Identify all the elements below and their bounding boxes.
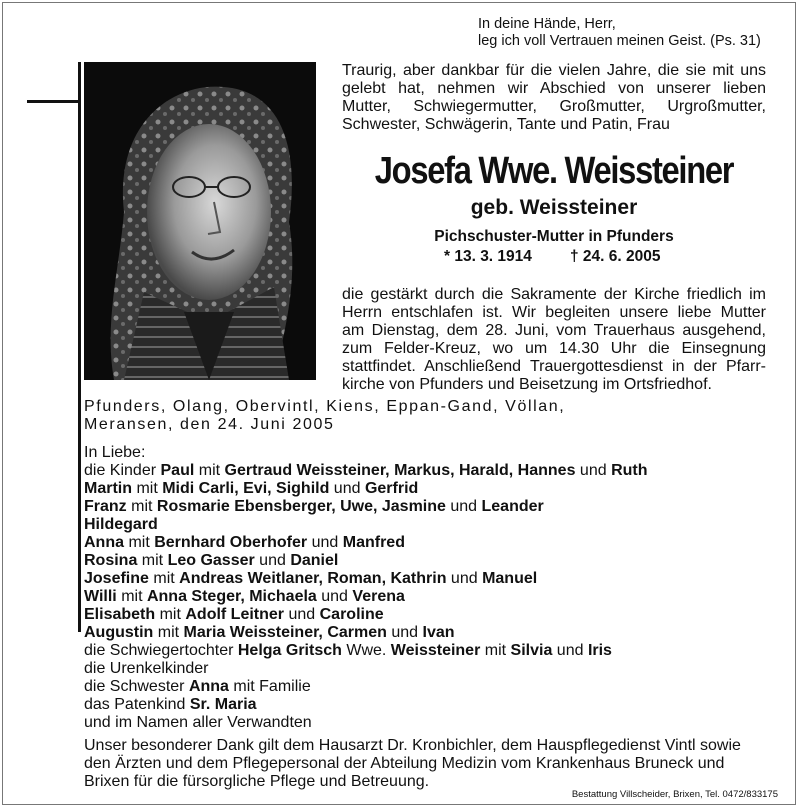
intro-text <box>342 62 766 134</box>
birth-name: geb. Weissteiner <box>470 196 638 219</box>
mourner-text: und <box>445 498 482 515</box>
thanks-line: Brixen für die fürsorgliche Pflege und Betreuung. <box>84 773 430 790</box>
mourner-name: Ruth <box>611 462 648 479</box>
mourner-text: die Kinder <box>84 462 161 479</box>
place-title: Pichschuster-Mutter in Pfunders <box>434 228 674 245</box>
mourner-text: mit <box>116 588 147 605</box>
mourner-name: Leander <box>481 498 544 515</box>
mourners-intro: In Liebe: <box>84 444 146 461</box>
mourner-text: und <box>307 534 343 551</box>
mourner-name: Bernhard Oberhofer <box>154 534 308 551</box>
mourner-text: mit Familie <box>228 678 311 695</box>
mourner-text: und <box>575 462 612 479</box>
places-line: Pfunders, Olang, Obervintl, Kiens, Eppan-Gand, Völlan, <box>84 398 566 415</box>
mourner-text: mit <box>137 552 168 569</box>
mourner-name: Sr. Maria <box>189 696 257 713</box>
mourner-name: Martin <box>84 480 132 497</box>
mourner-name: Gertraud Weissteiner, Markus, Harald, Hannes <box>224 462 576 479</box>
mourner-text: mit <box>480 642 511 659</box>
mourner-name: Hildegard <box>84 516 158 533</box>
mourner-line <box>84 678 774 696</box>
mourner-name: Helga Gritsch <box>237 642 342 659</box>
mourner-name: Weissteiner <box>390 642 481 659</box>
psalm-line: leg ich voll Vertrauen meinen Geist. (Ps. 31) <box>478 33 761 49</box>
mourner-name: Verena <box>352 588 405 605</box>
mourner-text: und <box>386 624 423 641</box>
mourner-text: und <box>446 570 483 587</box>
mourner-name: Anna Steger, Michaela <box>146 588 317 605</box>
funeral-home: Bestattung Villscheider, Brixen, Tel. 0472/833175 <box>571 789 778 800</box>
mourner-name: Josefine <box>84 570 149 587</box>
mourner-text: und <box>552 642 588 659</box>
mourner-text: mit <box>153 624 184 641</box>
birth-date: * 13. 3. 1914 <box>444 248 532 265</box>
mourner-line <box>84 696 774 714</box>
portrait-photo-icon <box>84 62 316 380</box>
mourner-text: mit <box>148 570 180 587</box>
mourner-text: und <box>329 480 365 497</box>
mourner-name: Adolf Leitner <box>185 606 285 623</box>
mourner-line <box>84 642 774 660</box>
mourner-name: Leo Gasser <box>167 552 255 569</box>
body-line: die gestärkt durch die Sakramente der Kirche friedlich im <box>342 286 766 303</box>
mourner-line <box>84 606 774 624</box>
mourner-line <box>84 660 774 678</box>
mourner-name: Anna <box>84 534 124 551</box>
mourner-line <box>84 714 774 732</box>
mourner-text: und im Namen aller Verwandten <box>84 714 312 731</box>
mourner-line <box>84 516 774 534</box>
mourner-line <box>84 552 774 570</box>
mourner-text: und <box>316 588 353 605</box>
mourner-line <box>84 534 774 552</box>
mourner-name: Franz <box>84 498 127 515</box>
thanks-line: den Ärzten und dem Pflegepersonal der Abteilung Medizin vom Krankenhaus Bruneck und <box>84 755 725 772</box>
cross-icon <box>78 62 81 632</box>
mourner-name: Andreas Weitlaner, Roman, Kathrin <box>179 570 447 587</box>
mourner-name: Iris <box>587 642 612 659</box>
mourner-name: Rosina <box>84 552 138 569</box>
mourner-text: die Schwiegertochter <box>84 642 238 659</box>
mourner-name: Ivan <box>422 624 455 641</box>
body-line: am Dienstag, dem 28. Juni, vom Trauerhaus ausgehend, <box>342 322 766 339</box>
mourner-text: mit <box>194 462 225 479</box>
body-line: kirche von Pfunders und Beisetzung im Ortsfriedhof. <box>342 376 712 393</box>
mourner-name: Daniel <box>290 552 339 569</box>
mourner-text: mit <box>132 480 163 497</box>
mourner-line <box>84 462 774 480</box>
places-line: Meransen, den 24. Juni 2005 <box>84 416 335 433</box>
deceased-name: Josefa Wwe. Weissteiner <box>374 150 734 192</box>
funeral-text <box>342 286 766 394</box>
mourner-name: Elisabeth <box>84 606 156 623</box>
mourner-name: Willi <box>84 588 117 605</box>
intro-line: Schwester, Schwägerin, Tante und Patin, Frau <box>342 116 670 133</box>
thanks-text <box>84 737 774 791</box>
mourner-text: mit <box>124 534 155 551</box>
mourner-text: und <box>254 552 291 569</box>
thanks-line: Unser besonderer Dank gilt dem Hausarzt Dr. Kronbichler, dem Hauspflegedienst Vintl sowie <box>84 737 741 754</box>
mourner-text: und <box>284 606 320 623</box>
intro-line: Mutter, Schwiegermutter, Großmutter, Urgroßmutter, <box>342 98 766 115</box>
mourners-list <box>84 444 774 732</box>
mourner-line <box>84 480 774 498</box>
body-line: zum Felder-Kreuz, wo um 14.30 Uhr die Einsegnung <box>342 340 766 357</box>
mourner-text: die Schwester <box>84 678 189 695</box>
body-line: stattfindet. Anschließend Trauergottesdienst in der Pfarr- <box>342 358 766 375</box>
intro-line: Traurig, aber dankbar für die vielen Jahre, die sie mit uns <box>342 62 766 79</box>
mourner-line <box>84 588 774 606</box>
mourner-text: Wwe. <box>341 642 391 659</box>
mourner-name: Rosmarie Ebensberger, Uwe, Jasmine <box>156 498 446 515</box>
mourner-name: Paul <box>160 462 195 479</box>
death-date: † 24. 6. 2005 <box>570 248 661 265</box>
mourner-name: Maria Weissteiner, Carmen <box>183 624 387 641</box>
mourner-name: Caroline <box>319 606 384 623</box>
mourner-line <box>84 498 774 516</box>
body-line: Herrn entschlafen ist. Wir begleiten unsere liebe Mutter <box>342 304 766 321</box>
places-date <box>84 398 764 434</box>
mourner-text: die Urenkelkinder <box>84 660 209 677</box>
mourner-name: Silvia <box>510 642 553 659</box>
mourner-text: das Patenkind <box>84 696 190 713</box>
mourner-text: mit <box>155 606 186 623</box>
mourner-name: Manuel <box>482 570 538 587</box>
psalm-quote <box>478 16 761 50</box>
mourner-name: Anna <box>188 678 229 695</box>
mourner-line <box>84 570 774 588</box>
mourner-text: mit <box>126 498 157 515</box>
cross-bar <box>27 100 78 103</box>
mourner-line <box>84 624 774 642</box>
portrait-photo <box>84 62 316 380</box>
psalm-line: In deine Hände, Herr, <box>478 16 616 32</box>
mourner-name: Midi Carli, Evi, Sighild <box>162 480 330 497</box>
mourner-name: Gerfrid <box>364 480 419 497</box>
mourner-name: Augustin <box>84 624 154 641</box>
mourner-name: Manfred <box>342 534 405 551</box>
intro-line: gelebt hat, nehmen wir Abschied von unserer lieben <box>342 80 766 97</box>
